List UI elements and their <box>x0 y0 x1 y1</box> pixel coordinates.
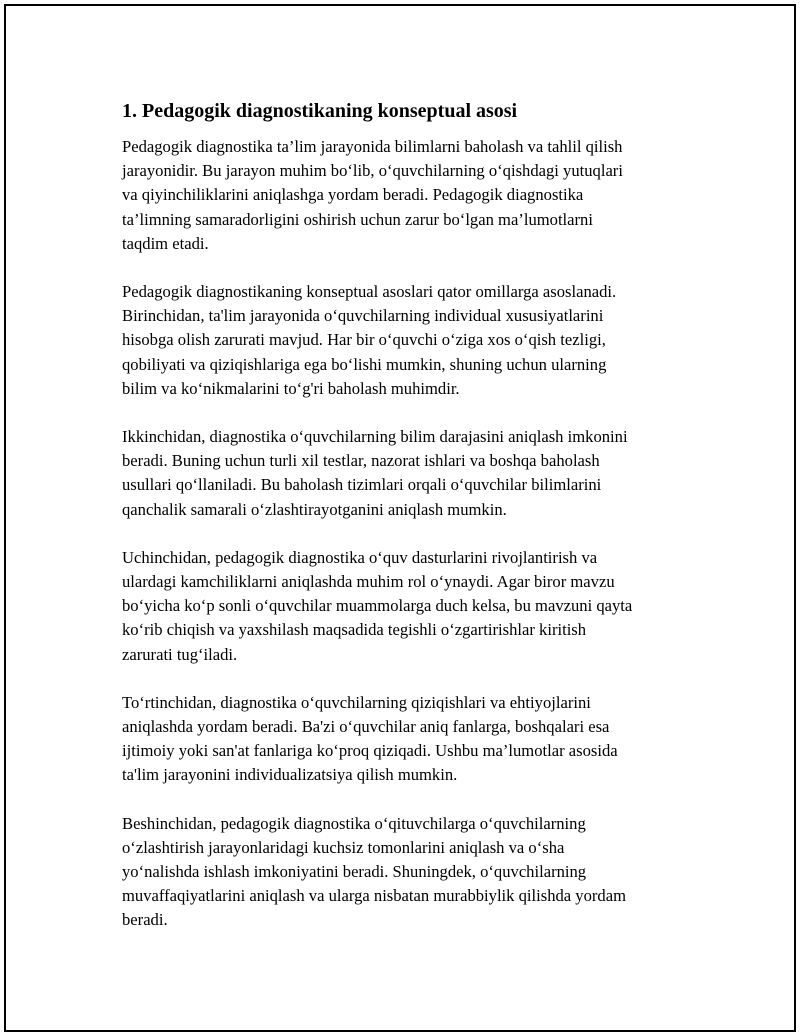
paragraph-line: o‘zlashtirish jarayonlaridagi kuchsiz tomonlarini aniqlash va o‘sha <box>122 837 565 857</box>
paragraph-line: Beshinchidan, pedagogik diagnostika o‘qituvchilarga o‘quvchilarning <box>122 813 586 833</box>
paragraph <box>122 135 692 256</box>
paragraph-line: bo‘yicha ko‘p sonli o‘quvchilar muammolarga duch kelsa, bu mavzuni qayta <box>122 596 633 616</box>
paragraph <box>122 691 692 788</box>
paragraph <box>122 280 692 401</box>
paragraph-line: hisobga olish zarurati mavjud. Har bir o‘quvchi o‘ziga xos o‘qish tezligi, <box>122 330 606 350</box>
paragraph-line: bilim va ko‘nikmalarini to‘g'ri baholash muhimdir. <box>122 378 460 398</box>
paragraph-line: To‘rtinchidan, diagnostika o‘quvchilarning qiziqishlari va ehtiyojlarini <box>122 692 591 712</box>
paragraph-line: beradi. <box>122 910 168 930</box>
paragraph-line: qobiliyati va qiziqishlariga ega bo‘lishi mumkin, shuning uchun ularning <box>122 354 607 374</box>
paragraph-line: muvaffaqiyatlarini aniqlash va ularga nisbatan murabbiylik qilishda yordam <box>122 886 626 906</box>
paragraph-line: usullari qo‘llaniladi. Bu baholash tizimlari orqali o‘quvchilar bilimlarini <box>122 475 602 495</box>
paragraph <box>122 812 692 933</box>
paragraph-line: ta’limning samaradorligini oshirish uchun zarur bo‘lgan ma’lumotlarni <box>122 209 593 229</box>
paragraph <box>122 425 692 522</box>
paragraph-line: Uchinchidan, pedagogik diagnostika o‘quv dasturlarini rivojlantirish va <box>122 547 598 567</box>
paragraph-line: ijtimoiy yoki san'at fanlariga ko‘proq qiziqadi. Ushbu ma’lumotlar asosida <box>122 741 618 761</box>
paragraph-line: va qiyinchiliklarini aniqlashga yordam beradi. Pedagogik diagnostika <box>122 185 584 205</box>
page-frame <box>4 4 796 1032</box>
paragraph-line: ulardagi kamchiliklarni aniqlashda muhim rol o‘ynaydi. Agar biror mavzu <box>122 572 615 592</box>
paragraph-line: ta'lim jarayonini individualizatsiya qilish mumkin. <box>122 765 458 785</box>
paragraph-line: ko‘rib chiqish va yaxshilash maqsadida tegishli o‘zgartirishlar kiritish <box>122 620 587 640</box>
paragraph-line: Pedagogik diagnostikaning konseptual asoslari qator omillarga asoslanadi. <box>122 282 617 302</box>
paragraph-line: yo‘nalishda ishlash imkoniyatini beradi. Shuningdek, o‘quvchilarning <box>122 862 587 882</box>
paragraph-line: beradi. Buning uchun turli xil testlar, nazorat ishlari va boshqa baholash <box>122 451 600 471</box>
document-body <box>122 98 692 957</box>
section-heading: 1. Pedagogik diagnostikaning konseptual asosi <box>122 100 518 122</box>
paragraph-line: aniqlashda yordam beradi. Ba'zi o‘quvchilar aniq fanlarga, boshqalari esa <box>122 717 610 737</box>
paragraph-line: taqdim etadi. <box>122 233 209 253</box>
paragraph <box>122 546 692 667</box>
paragraph-line: jarayonidir. Bu jarayon muhim bo‘lib, o‘quvchilarning o‘qishdagi yutuqlari <box>122 161 623 181</box>
paragraph-list <box>122 135 692 933</box>
paragraph-line: zarurati tug‘iladi. <box>122 644 238 664</box>
paragraph-line: Birinchidan, ta'lim jarayonida o‘quvchilarning individual xususiyatlarini <box>122 306 604 326</box>
paragraph-line: qanchalik samarali o‘zlashtirayotganini aniqlash mumkin. <box>122 499 507 519</box>
paragraph-line: Ikkinchidan, diagnostika o‘quvchilarning bilim darajasini aniqlash imkonini <box>122 427 628 447</box>
paragraph-line: Pedagogik diagnostika ta’lim jarayonida bilimlarni baholash va tahlil qilish <box>122 137 623 156</box>
